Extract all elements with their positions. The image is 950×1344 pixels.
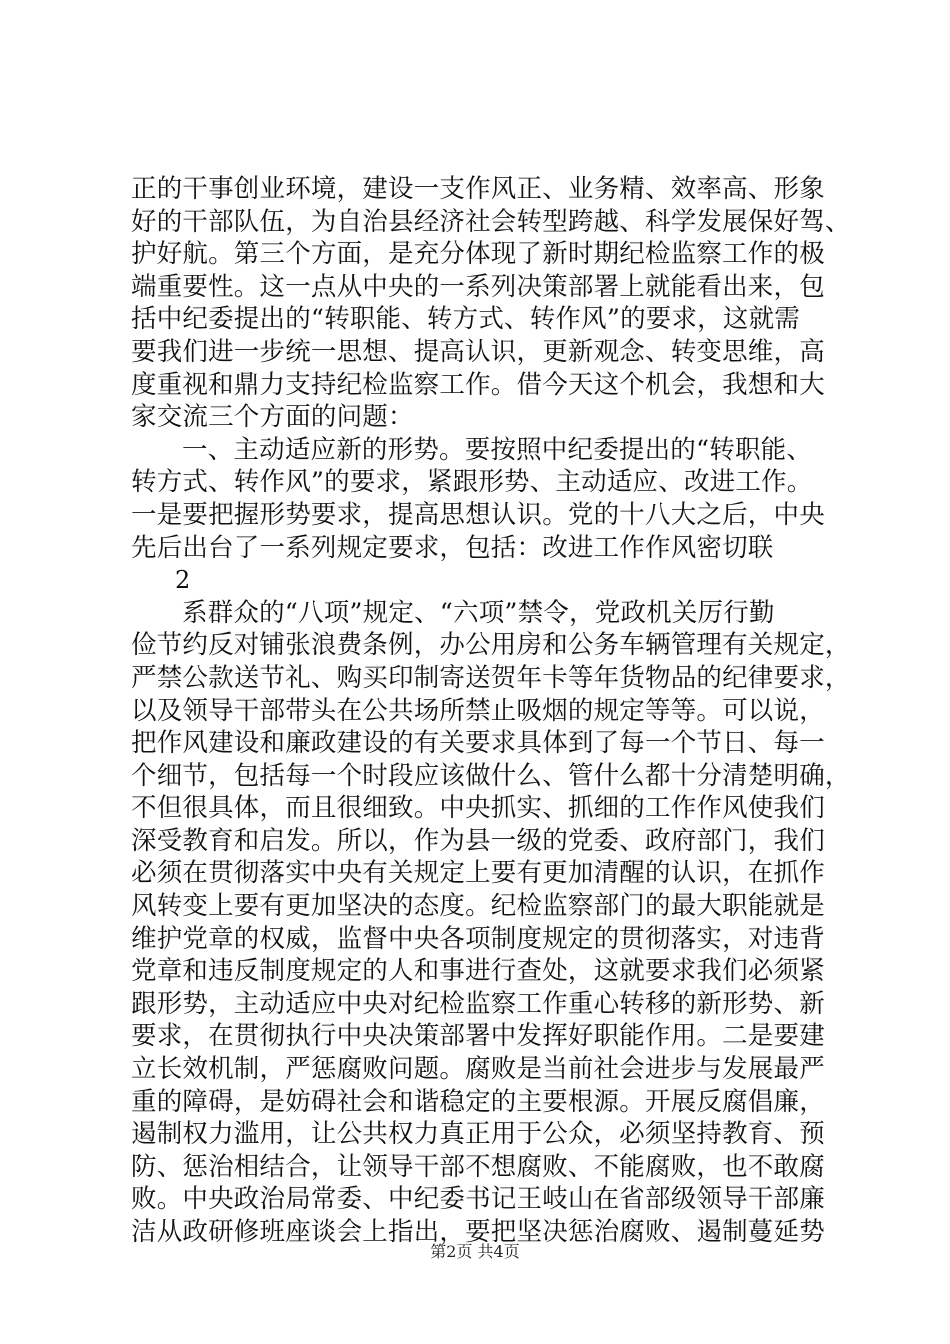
text-line: 防、惩治相结合，让领导干部不想腐败、不能腐败，也不敢腐 [131,1151,825,1182]
text-line: 正的干事创业环境，建设一支作风正、业务精、效率高、形象 [131,174,825,204]
text-line: 家交流三个方面的问题： [131,402,414,433]
inline-page-number: 2 [175,566,191,595]
text-line: 好的干部队伍，为自治县经济社会转型跨越、科学发展保好驾、 [131,206,851,237]
text-line: 俭节约反对铺张浪费条例，办公用房和公务车辆管理有关规定， [131,630,851,661]
text-line: 护好航。第三个方面，是充分体现了新时期纪检监察工作的极 [131,239,825,270]
text-line: 风转变上要有更加坚决的态度。纪检监察部门的最大职能就是 [131,891,825,922]
text-line: 端重要性。这一点从中央的一系列决策部署上就能看出来，包 [131,271,825,302]
text-line: 党章和违反制度规定的人和事进行查处，这就要求我们必须紧 [131,956,825,987]
text-line: 一是要把握形势要求，提高思想认识。党的十八大之后，中央 [131,499,825,530]
text-line: 转方式、转作风”的要求，紧跟形势、主动适应、改进工作。 [131,467,813,498]
text-line: 不但很具体，而且很细致。中央抓实、抓细的工作作风使我们 [131,793,825,824]
document-body [131,173,851,1249]
text-line: 遏制权力滥用，让公共权力真正用于公众，必须坚持教育、预 [131,1119,825,1150]
text-line: 把作风建设和廉政建设的有关要求具体到了每一个节日、每一 [131,728,825,759]
text-line: 严禁公款送节礼、购买印制寄送贺年卡等年货物品的纪律要求， [131,662,851,693]
text-line: 重的障碍，是妨碍社会和谐稳定的主要根源。开展反腐倡廉， [131,1086,825,1117]
text-line: 维护党章的权威，监督中央各项制度规定的贯彻落实，对违背 [131,923,825,954]
text-line: 败。中央政治局常委、中纪委书记王岐山在省部级领导干部廉 [131,1184,825,1215]
text-line: 洁从政研修班座谈会上指出，要把坚决惩治腐败、遏制蔓延势 [131,1217,825,1247]
text-line: 括中纪委提出的“转职能、转方式、转作风”的要求，这就需 [131,304,800,335]
text-line: 必须在贯彻落实中央有关规定上要有更加清醒的认识，在抓作 [131,858,825,889]
text-line: 跟形势，主动适应中央对纪检监察工作重心转移的新形势、新 [131,988,825,1019]
text-line: 度重视和鼎力支持纪检监察工作。借今天这个机会，我想和大 [131,369,825,400]
text-line: 立长效机制，严惩腐败问题。腐败是当前社会进步与发展最严 [131,1054,825,1085]
text-line: 先后出台了一系列规定要求，包括：改进工作作风密切联 [131,532,774,563]
page-footer: 第2页 共4页 [430,1242,520,1261]
text-line: 一、主动适应新的形势。要按照中纪委提出的“转职能、 [182,434,813,465]
text-line: 要我们进一步统一思想、提高认识，更新观念、转变思维，高 [131,336,825,367]
text-line: 个细节，包括每一个时段应该做什么、管什么都十分清楚明确， [131,760,851,791]
text-line: 系群众的“八项”规定、“六项”禁令，党政机关厉行勤 [182,597,775,628]
text-line: 深受教育和启发。所以，作为县一级的党委、政府部门，我们 [131,825,825,856]
text-line: 要求，在贯彻执行中央决策部署中发挥好职能作用。二是要建 [131,1021,825,1052]
text-line: 以及领导干部带头在公共场所禁止吸烟的规定等等。可以说， [131,695,825,726]
